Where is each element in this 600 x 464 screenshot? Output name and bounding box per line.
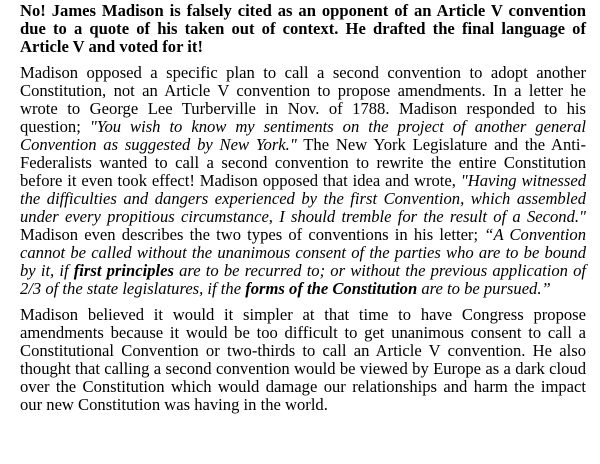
quote-turberville-question: "You wish to know my sentiments on the project of another general Convention as suggested by New York.": [20, 117, 586, 154]
paragraph1-sentence-2: The New York Legislature and the Anti-Federalists wanted to call a second convention to rewrite the entire Constitution before it even took effect! Madison opposed that idea and wrote,: [20, 135, 587, 190]
quote-two-conventions-part2: are to be recurred to; or without the previous application of 2/3 of the state legislatures, if the: [20, 261, 587, 298]
paragraph1-sentence-1: Madison opposed a specific plan to call a second convention to adopt another Constitution, not an Article V convention to propose amendments. In a letter he wrote to George Lee Turberville in Nov. of 1788. Madison responded to his question;: [20, 63, 586, 136]
quote-two-conventions-part1: “A Convention cannot be called without the unanimous consent of the parties who are to be bound by it, if: [20, 225, 586, 280]
quote-two-conventions-part3: are to be pursued.”: [417, 279, 551, 298]
paragraph-madison-letter: [20, 64, 586, 298]
quote-madison-tremble: "Having witnessed the difficulties and dangers experienced by the first Convention, which assembled under every propitious circumstance, I should tremble for the result of a Second.": [20, 171, 586, 226]
document-heading: No! James Madison is falsely cited as an opponent of an Article V convention due to a quote of his taken out of context. He drafted the final language of Article V and voted for it!: [20, 1, 586, 56]
paragraph-madison-belief: Madison believed it would it simpler at that time to have Congress propose amendments because it would be too difficult to get unanimous consent to call a Constitutional Convention or two-thirds to call an Article V convention. He also thought that calling a second convention would be viewed by Europe as a dark cloud over the Constitution which would damage our relationships and harm the impact our new Constitution was having in the world.: [20, 305, 586, 414]
quote-forms-of-constitution: forms of the Constitution: [245, 279, 418, 298]
paragraph1-sentence-3: Madison even describes the two types of conventions in his letter;: [20, 225, 485, 244]
quote-first-principles: first principles: [73, 261, 174, 280]
